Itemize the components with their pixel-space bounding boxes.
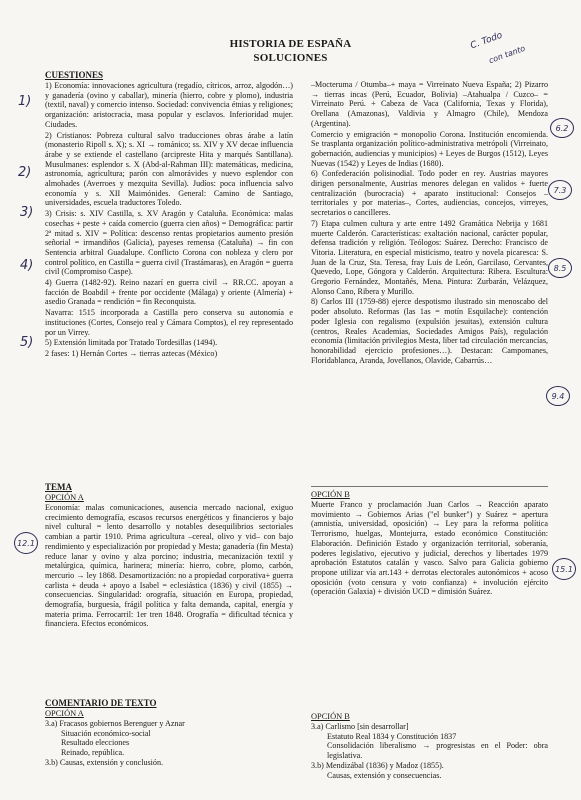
cuestion-3: 3) Crisis: s. XIV Castilla, s. XV Aragón y Cataluña. Económica: malas cosechas + peste + caída comercio (guerra cien años) = Demográfica: partir 2ª mitad s. XIV = Política: descenso rentas propietarios aumento presión señorial = irmandiños (Galicia), payeses remensa (Cataluña) → fin con Sentencia arbitral Guadalupe. Conflicto Corona con nobleza y clero por control político, en Castilla = guerra civil (Trastámaras), en Aragón = guerra civil (Compromiso Caspe). bbox=[45, 209, 293, 277]
comentario-b-line: 3.b) Mendizábal (1836) y Madoz (1855). bbox=[311, 760, 444, 770]
cuestion-4: 4) Guerra (1482-92). Reino nazarí en guerra civil → RR.CC. apoyan a facción de Boabdil + frente por occidente (Málaga) y oriente (Almería) + asedio Granada = rendición = fin Reconquista. bbox=[45, 278, 293, 307]
grade-mark: 7.3 bbox=[548, 180, 572, 200]
comentario-a-line: Resultado elecciones bbox=[61, 738, 130, 748]
comentario-b-line: 3.a) Carlismo [sin desarrollar] bbox=[311, 722, 409, 731]
page-title: HISTORIA DE ESPAÑA bbox=[229, 38, 352, 50]
handwritten-number: 5) bbox=[20, 335, 34, 350]
handwritten-number: 4) bbox=[20, 258, 34, 273]
cuestiones-heading: CUESTIONES bbox=[45, 70, 104, 80]
cuestion-6: 6) Confederación polisinodial. Todo poder en rey. Austrias mayores dirigen personalmente, Austrias menores delegan en validos + fuerte centralización (burocracia) + aparato institucional: Consejos – territoriales y por materias–, Cortes, audiencias, concejos, virreyes, secretarios o cancilleres. bbox=[311, 169, 548, 218]
tema-opcion-b-label: OPCIÓN B bbox=[311, 490, 350, 499]
comentario-a-line: Situación económico-social bbox=[61, 728, 151, 738]
cuestion-8: 8) Carlos III (1759-88) ejerce despotismo ilustrado sin menoscabo del poder absoluto. Reformas (las 1as = motín Esquilache): contención poder Iglesia con regalismo (expulsión jesuitas), extensión cultura (centros, Reales Academias, Sociedades Amigos País), regulación economía (limitación privilegios Mesta, liber tad circulación mercancías, honorabilidad ejercicio profesiones…). Destacan: Campomanes, Floridablanca, Aranda, Jovellanos, Olavide, Cabarrús… bbox=[311, 297, 548, 365]
handwritten-number: 2) bbox=[18, 165, 32, 180]
comentario-opcion-a-label: OPCIÓN A bbox=[45, 709, 84, 718]
grade-mark: 8.5 bbox=[548, 258, 572, 278]
comentario-b-line: Causas, extensión y consecuencias. bbox=[327, 770, 442, 780]
grade-mark: 12.1 bbox=[14, 532, 38, 554]
cuestion-5: 5) Extensión limitada por Tratado Tordesillas (1494). bbox=[45, 338, 218, 348]
comentario-a-line: 3.a) Fracasos gobiernos Berenguer y Aznar bbox=[45, 719, 185, 728]
comentario-opcion-b bbox=[311, 712, 548, 780]
tema-heading: TEMA bbox=[45, 482, 72, 492]
handwritten-note: con tanto bbox=[487, 43, 527, 66]
tema-opcion-a bbox=[45, 482, 293, 629]
tema-opcion-b-text: Muerte Franco y proclamación Juan Carlos → Reacción aparato movimiento → Gobiernos Arias ("el bunker") y Suárez = apertura (amnistía, universidad, oposición) → Ley para la reforma política Terrorismo, huelgas, Montejurra, estado económico Constitución: Elaboración. Definición Estado y organización territorial, soberanía, poderes legislativo, ejecutivo y judicial, derechos y libertades 1979 aprobación Estatutos catalán y vasco. Salvo para Galicia gobierno propone utilizar vía art.143 + derrotas electorales autonómicos + acoso oposición (voto censura y voto confianza) + involución ejército (operación Galaxia) + división UCD = dimisión Suárez. bbox=[311, 500, 548, 597]
grade-mark: 9.4 bbox=[546, 386, 570, 406]
comentario-b-line: Estatuto Real 1834 y Constitución 1837 bbox=[327, 731, 457, 741]
cuestion-7: 7) Etapa culmen cultura y arte entre 1492 Gramática Nebrija y 1681 muerte Calderón. Características: exaltación nacional, carácter popular, defensa tradición y religión. Teólogos: Suárez. Derecho: Francisco de Vitoria. Literatura, en especial misticismo, teatro y novela picaresca: S. Juan de la Cruz, Sta. Teresa, fray Luis de León, Garcilaso, Cervantes, Quevedo, Lope, Góngora y Calderón. Arquitectura: Ribera. Escultura: Gregorio Fernández, Montañés, Mena. Pintura: Zurbarán, Velázquez, Alonso Cano, Ribera y Murillo. bbox=[311, 218, 548, 296]
cuestion-4-navarra: Navarra: 1515 incorporada a Castilla pero conserva su autonomía e instituciones (Cortes, Consejo real y Cámara Comptos), el rey representado por un Virrey. bbox=[45, 308, 293, 337]
cuestion-5-continued: –Mocteruma / Otumba–+ maya = Virreinato Nueva España; 2) Pizarro → tierras incas (Perú, Ecuador, Bolivia) –Atahualpa / Cuzco– = Virreinato Perú. + Cabeza de Vaca (California, Texas y Florida), Orellana (Amazonas), Valdivia y Almagro (Chile), Mendoza (Argentina). bbox=[311, 80, 548, 128]
cuestiones-right-column bbox=[311, 80, 548, 365]
page-subtitle: SOLUCIONES bbox=[253, 52, 328, 64]
grade-mark: 6.2 bbox=[550, 118, 574, 138]
tema-b-divider bbox=[311, 486, 548, 487]
cuestion-2: 2) Cristianos: Pobreza cultural salvo traducciones obras árabe a latín (monasterio Ripoll s. X); s. XI → románico; ss. XIV y XV decae influencia árabe y se extiende el castellano (arcipreste Hita y marqués Santillana). Musulmanes: esplendor s. X (Abd-al-Rahman III): matemáticas, medicina, astronomía, agricultura; parón con almorávides y nuevo esplendor con almohades (Averroes y mezquita Sevilla). Judíos: poca influencia salvo economía y s. XII Maimónides. General: Camino de Santiago, universidades, escuela traductores Toledo. bbox=[45, 130, 293, 208]
comentario-opcion-a bbox=[45, 698, 293, 768]
comentario-b-line: Consolidación liberalismo → progresistas en el Poder: obra legislativa. bbox=[327, 741, 548, 761]
comentario-a-line: 3.b) Causas, extensión y conclusión. bbox=[45, 757, 164, 767]
tema-opcion-a-text: Economía: malas comunicaciones, ausencia mercado nacional, exiguo crecimiento demografía, escasos recursos energéticos y financieros y bajo nivel cultural = lento desarrollo y notables desequilibrios sectoriales cambian a partir 1910. Prima agricultura –cereal, olivo y vid– con bajo rendimiento y especialización por propiedad y Mesta; ganadería (fin Mesta) reduce lanar y ovino y alza porcino; industria, mecanización textil y metalúrgica, química, harinera; minería: hierro, cobre, plomo, carbón, mercurio → ley 1868. Desamortización: no a propiedad corporativa+ guerra carlista + deuda + apoyo a Isabel = eclesiástica (1836) y civil (1855) → consecuencias. Singularidad: orografía, situación en Europa, propiedad, demografía, burguesía, frágil política y falta demanda, capital, energía y materia prima. Ferrocarril: 1er tren 1848. Orografía = dificultad técnica y financiera. Efectos económicos. bbox=[45, 503, 293, 629]
cuestion-5-fases: 2 fases: 1) Hernán Cortes → tierras aztecas (México) bbox=[45, 348, 218, 358]
cuestion-1: 1) Economía: innovaciones agricultura (regadío, cítricos, arroz, algodón…) y ganadería (ovino y caballar), minería (hierro, cobre y plomo), industria (textil, naval) y comercio intenso. Sociedad: convivencia étnias y religiones; organización: aristocracia, masa popular y esclavos. Inferioridad mujer. Ciudades. bbox=[45, 81, 293, 129]
tema-opcion-a-label: OPCIÓN A bbox=[45, 493, 84, 502]
tema-opcion-b bbox=[311, 490, 548, 597]
cuestiones-left-column bbox=[45, 70, 293, 359]
comentario-opcion-b-label: OPCIÓN B bbox=[311, 712, 350, 721]
cuestion-5-comercio: Comercio y emigración = monopolio Corona. Institución encomienda. Se trasplanta organización político-administrativa metrópoli (Virreinato, gobernación, audiencias y municipios) + Leyes de Burgos (1512), Leyes Nuevas (1542) y Leyes de Indias (1680). bbox=[311, 129, 548, 168]
comentario-heading: COMENTARIO DE TEXTO bbox=[45, 698, 157, 708]
handwritten-number: 3) bbox=[20, 205, 34, 220]
comentario-a-line: Reinado, república. bbox=[61, 748, 125, 758]
handwritten-number: 1) bbox=[18, 94, 32, 109]
handwritten-note: C. Todo bbox=[469, 30, 504, 52]
grade-mark: 15.1 bbox=[552, 558, 576, 580]
